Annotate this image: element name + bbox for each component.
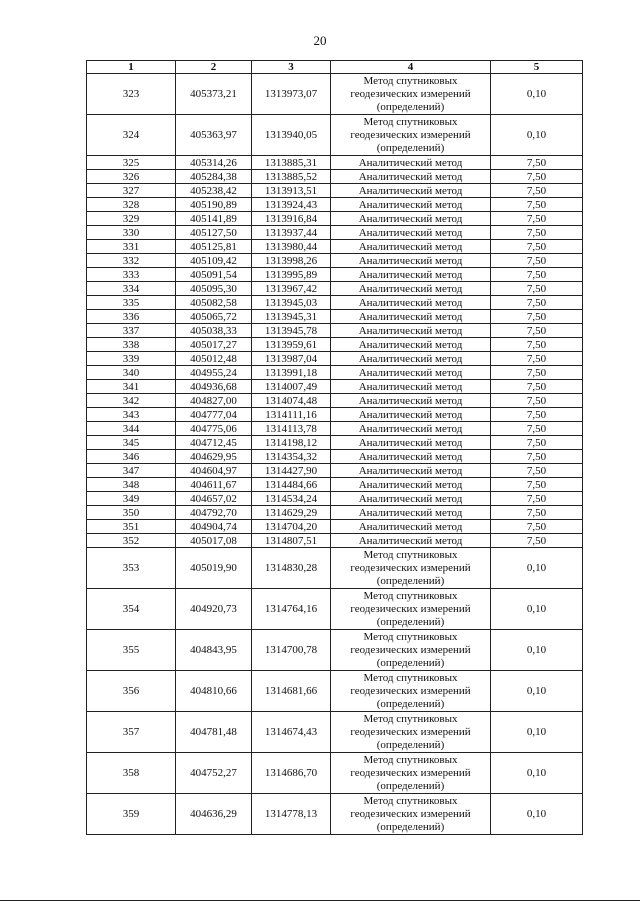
table-row (87, 478, 583, 492)
x-coordinate-cell: 405038,33 (176, 324, 252, 338)
accuracy-cell: 0,10 (491, 548, 583, 589)
table-row (87, 310, 583, 324)
x-coordinate-cell: 405091,54 (176, 268, 252, 282)
method-cell: Аналитический метод (331, 492, 491, 506)
method-cell: Аналитический метод (331, 534, 491, 548)
accuracy-cell: 0,10 (491, 712, 583, 753)
method-cell: Аналитический метод (331, 282, 491, 296)
table-row (87, 492, 583, 506)
accuracy-cell: 0,10 (491, 794, 583, 835)
accuracy-cell: 7,50 (491, 492, 583, 506)
point-number-cell: 328 (87, 198, 176, 212)
x-coordinate-cell: 405109,42 (176, 254, 252, 268)
y-coordinate-cell: 1313980,44 (252, 240, 331, 254)
table-row (87, 422, 583, 436)
method-cell: Аналитический метод (331, 520, 491, 534)
x-coordinate-cell: 404792,70 (176, 506, 252, 520)
x-coordinate-cell: 405373,21 (176, 74, 252, 115)
point-number-cell: 327 (87, 184, 176, 198)
header-row (87, 61, 583, 74)
accuracy-cell: 7,50 (491, 268, 583, 282)
method-cell: Аналитический метод (331, 506, 491, 520)
y-coordinate-cell: 1314354,32 (252, 450, 331, 464)
y-coordinate-cell: 1313973,07 (252, 74, 331, 115)
header-cell-5: 5 (491, 61, 583, 74)
x-coordinate-cell: 404827,00 (176, 394, 252, 408)
x-coordinate-cell: 405125,81 (176, 240, 252, 254)
point-number-cell: 345 (87, 436, 176, 450)
accuracy-cell: 0,10 (491, 115, 583, 156)
method-cell: Аналитический метод (331, 310, 491, 324)
x-coordinate-cell: 404955,24 (176, 366, 252, 380)
y-coordinate-cell: 1313916,84 (252, 212, 331, 226)
accuracy-cell: 7,50 (491, 380, 583, 394)
table-row (87, 380, 583, 394)
method-cell: Аналитический метод (331, 170, 491, 184)
table-row (87, 534, 583, 548)
x-coordinate-cell: 405017,27 (176, 338, 252, 352)
x-coordinate-cell: 404611,67 (176, 478, 252, 492)
table-row (87, 753, 583, 794)
accuracy-cell: 7,50 (491, 212, 583, 226)
accuracy-cell: 7,50 (491, 296, 583, 310)
x-coordinate-cell: 405127,50 (176, 226, 252, 240)
method-cell: Метод спутниковых геодезических измерений (определений) (331, 74, 491, 115)
x-coordinate-cell: 405190,89 (176, 198, 252, 212)
y-coordinate-cell: 1313987,04 (252, 352, 331, 366)
y-coordinate-cell: 1314674,43 (252, 712, 331, 753)
x-coordinate-cell: 404712,45 (176, 436, 252, 450)
table-row (87, 170, 583, 184)
point-number-cell: 340 (87, 366, 176, 380)
x-coordinate-cell: 404781,48 (176, 712, 252, 753)
point-number-cell: 351 (87, 520, 176, 534)
method-cell: Аналитический метод (331, 184, 491, 198)
accuracy-cell: 7,50 (491, 156, 583, 170)
y-coordinate-cell: 1313885,31 (252, 156, 331, 170)
method-cell: Аналитический метод (331, 338, 491, 352)
scan-edge-line (0, 900, 640, 901)
y-coordinate-cell: 1313885,52 (252, 170, 331, 184)
page-number: 20 (313, 33, 327, 48)
point-number-cell: 344 (87, 422, 176, 436)
x-coordinate-cell: 404777,04 (176, 408, 252, 422)
y-coordinate-cell: 1313998,26 (252, 254, 331, 268)
x-coordinate-cell: 405141,89 (176, 212, 252, 226)
point-number-cell: 323 (87, 74, 176, 115)
point-number-cell: 326 (87, 170, 176, 184)
y-coordinate-cell: 1313995,89 (252, 268, 331, 282)
point-number-cell: 359 (87, 794, 176, 835)
x-coordinate-cell: 405082,58 (176, 296, 252, 310)
method-cell: Аналитический метод (331, 240, 491, 254)
point-number-cell: 329 (87, 212, 176, 226)
table-row (87, 548, 583, 589)
x-coordinate-cell: 404810,66 (176, 671, 252, 712)
point-number-cell: 354 (87, 589, 176, 630)
x-coordinate-cell: 404636,29 (176, 794, 252, 835)
x-coordinate-cell: 405012,48 (176, 352, 252, 366)
accuracy-cell: 0,10 (491, 671, 583, 712)
accuracy-cell: 7,50 (491, 198, 583, 212)
table-row (87, 352, 583, 366)
table-header (87, 61, 583, 74)
accuracy-cell: 0,10 (491, 630, 583, 671)
accuracy-cell: 7,50 (491, 254, 583, 268)
method-cell: Метод спутниковых геодезических измерений (определений) (331, 115, 491, 156)
table-row (87, 408, 583, 422)
x-coordinate-cell: 404904,74 (176, 520, 252, 534)
table-row (87, 282, 583, 296)
method-cell: Метод спутниковых геодезических измерений (определений) (331, 548, 491, 589)
table-row (87, 506, 583, 520)
x-coordinate-cell: 405065,72 (176, 310, 252, 324)
table-row (87, 212, 583, 226)
accuracy-cell: 7,50 (491, 240, 583, 254)
point-number-cell: 342 (87, 394, 176, 408)
x-coordinate-cell: 404920,73 (176, 589, 252, 630)
method-cell: Аналитический метод (331, 324, 491, 338)
x-coordinate-cell: 405017,08 (176, 534, 252, 548)
method-cell: Метод спутниковых геодезических измерений (определений) (331, 671, 491, 712)
x-coordinate-cell: 404657,02 (176, 492, 252, 506)
point-number-cell: 358 (87, 753, 176, 794)
accuracy-cell: 7,50 (491, 310, 583, 324)
y-coordinate-cell: 1313937,44 (252, 226, 331, 240)
point-number-cell: 356 (87, 671, 176, 712)
y-coordinate-cell: 1314700,78 (252, 630, 331, 671)
point-number-cell: 343 (87, 408, 176, 422)
table-body (87, 74, 583, 835)
header-cell-4: 4 (331, 61, 491, 74)
method-cell: Метод спутниковых геодезических измерений (определений) (331, 589, 491, 630)
y-coordinate-cell: 1313945,03 (252, 296, 331, 310)
y-coordinate-cell: 1314198,12 (252, 436, 331, 450)
table-row (87, 464, 583, 478)
table-row (87, 198, 583, 212)
method-cell: Аналитический метод (331, 226, 491, 240)
table-row (87, 366, 583, 380)
y-coordinate-cell: 1314686,70 (252, 753, 331, 794)
table-row (87, 589, 583, 630)
method-cell: Аналитический метод (331, 408, 491, 422)
method-cell: Аналитический метод (331, 366, 491, 380)
accuracy-cell: 7,50 (491, 464, 583, 478)
table-row (87, 450, 583, 464)
table-row (87, 74, 583, 115)
point-number-cell: 349 (87, 492, 176, 506)
y-coordinate-cell: 1314427,90 (252, 464, 331, 478)
y-coordinate-cell: 1313940,05 (252, 115, 331, 156)
accuracy-cell: 7,50 (491, 450, 583, 464)
point-number-cell: 337 (87, 324, 176, 338)
accuracy-cell: 0,10 (491, 753, 583, 794)
method-cell: Аналитический метод (331, 198, 491, 212)
accuracy-cell: 7,50 (491, 226, 583, 240)
y-coordinate-cell: 1314704,20 (252, 520, 331, 534)
accuracy-cell: 7,50 (491, 352, 583, 366)
coordinates-table (86, 60, 583, 835)
accuracy-cell: 7,50 (491, 408, 583, 422)
table-row (87, 520, 583, 534)
method-cell: Метод спутниковых геодезических измерений (определений) (331, 794, 491, 835)
accuracy-cell: 7,50 (491, 324, 583, 338)
point-number-cell: 339 (87, 352, 176, 366)
point-number-cell: 335 (87, 296, 176, 310)
point-number-cell: 355 (87, 630, 176, 671)
table-row (87, 671, 583, 712)
x-coordinate-cell: 404629,95 (176, 450, 252, 464)
method-cell: Метод спутниковых геодезических измерений (определений) (331, 712, 491, 753)
method-cell: Аналитический метод (331, 352, 491, 366)
y-coordinate-cell: 1314074,48 (252, 394, 331, 408)
y-coordinate-cell: 1313945,78 (252, 324, 331, 338)
y-coordinate-cell: 1314111,16 (252, 408, 331, 422)
x-coordinate-cell: 405238,42 (176, 184, 252, 198)
header-cell-3: 3 (252, 61, 331, 74)
y-coordinate-cell: 1314830,28 (252, 548, 331, 589)
table-row (87, 268, 583, 282)
table-row (87, 630, 583, 671)
point-number-cell: 324 (87, 115, 176, 156)
accuracy-cell: 7,50 (491, 394, 583, 408)
table-row (87, 184, 583, 198)
method-cell: Аналитический метод (331, 450, 491, 464)
table-row (87, 324, 583, 338)
accuracy-cell: 0,10 (491, 589, 583, 630)
table-row (87, 394, 583, 408)
point-number-cell: 357 (87, 712, 176, 753)
point-number-cell: 330 (87, 226, 176, 240)
method-cell: Аналитический метод (331, 422, 491, 436)
y-coordinate-cell: 1313945,31 (252, 310, 331, 324)
point-number-cell: 352 (87, 534, 176, 548)
table-row (87, 436, 583, 450)
point-number-cell: 346 (87, 450, 176, 464)
accuracy-cell: 7,50 (491, 506, 583, 520)
y-coordinate-cell: 1314681,66 (252, 671, 331, 712)
accuracy-cell: 7,50 (491, 436, 583, 450)
y-coordinate-cell: 1314534,24 (252, 492, 331, 506)
table-row (87, 254, 583, 268)
x-coordinate-cell: 404843,95 (176, 630, 252, 671)
method-cell: Аналитический метод (331, 380, 491, 394)
table-row (87, 240, 583, 254)
method-cell: Аналитический метод (331, 212, 491, 226)
method-cell: Аналитический метод (331, 478, 491, 492)
method-cell: Аналитический метод (331, 436, 491, 450)
x-coordinate-cell: 405314,26 (176, 156, 252, 170)
y-coordinate-cell: 1314113,78 (252, 422, 331, 436)
point-number-cell: 331 (87, 240, 176, 254)
x-coordinate-cell: 405095,30 (176, 282, 252, 296)
header-cell-2: 2 (176, 61, 252, 74)
y-coordinate-cell: 1314764,16 (252, 589, 331, 630)
table-row (87, 794, 583, 835)
header-cell-1: 1 (87, 61, 176, 74)
x-coordinate-cell: 404752,27 (176, 753, 252, 794)
y-coordinate-cell: 1314807,51 (252, 534, 331, 548)
y-coordinate-cell: 1313924,43 (252, 198, 331, 212)
table-row (87, 296, 583, 310)
point-number-cell: 325 (87, 156, 176, 170)
accuracy-cell: 7,50 (491, 366, 583, 380)
y-coordinate-cell: 1314484,66 (252, 478, 331, 492)
x-coordinate-cell: 405363,97 (176, 115, 252, 156)
accuracy-cell: 7,50 (491, 478, 583, 492)
point-number-cell: 341 (87, 380, 176, 394)
y-coordinate-cell: 1313967,42 (252, 282, 331, 296)
y-coordinate-cell: 1313991,18 (252, 366, 331, 380)
table-row (87, 712, 583, 753)
point-number-cell: 333 (87, 268, 176, 282)
accuracy-cell: 7,50 (491, 422, 583, 436)
accuracy-cell: 7,50 (491, 282, 583, 296)
point-number-cell: 353 (87, 548, 176, 589)
accuracy-cell: 7,50 (491, 534, 583, 548)
method-cell: Аналитический метод (331, 464, 491, 478)
method-cell: Метод спутниковых геодезических измерений (определений) (331, 753, 491, 794)
x-coordinate-cell: 405284,38 (176, 170, 252, 184)
point-number-cell: 348 (87, 478, 176, 492)
method-cell: Метод спутниковых геодезических измерений (определений) (331, 630, 491, 671)
method-cell: Аналитический метод (331, 296, 491, 310)
x-coordinate-cell: 405019,90 (176, 548, 252, 589)
point-number-cell: 347 (87, 464, 176, 478)
table-row (87, 115, 583, 156)
y-coordinate-cell: 1314007,49 (252, 380, 331, 394)
accuracy-cell: 7,50 (491, 170, 583, 184)
x-coordinate-cell: 404936,68 (176, 380, 252, 394)
y-coordinate-cell: 1313959,61 (252, 338, 331, 352)
y-coordinate-cell: 1313913,51 (252, 184, 331, 198)
accuracy-cell: 0,10 (491, 74, 583, 115)
x-coordinate-cell: 404604,97 (176, 464, 252, 478)
table-row (87, 226, 583, 240)
point-number-cell: 332 (87, 254, 176, 268)
method-cell: Аналитический метод (331, 268, 491, 282)
point-number-cell: 334 (87, 282, 176, 296)
point-number-cell: 338 (87, 338, 176, 352)
accuracy-cell: 7,50 (491, 184, 583, 198)
method-cell: Аналитический метод (331, 254, 491, 268)
table-row (87, 338, 583, 352)
accuracy-cell: 7,50 (491, 520, 583, 534)
accuracy-cell: 7,50 (491, 338, 583, 352)
method-cell: Аналитический метод (331, 394, 491, 408)
point-number-cell: 336 (87, 310, 176, 324)
y-coordinate-cell: 1314629,29 (252, 506, 331, 520)
table-row (87, 156, 583, 170)
point-number-cell: 350 (87, 506, 176, 520)
method-cell: Аналитический метод (331, 156, 491, 170)
y-coordinate-cell: 1314778,13 (252, 794, 331, 835)
x-coordinate-cell: 404775,06 (176, 422, 252, 436)
